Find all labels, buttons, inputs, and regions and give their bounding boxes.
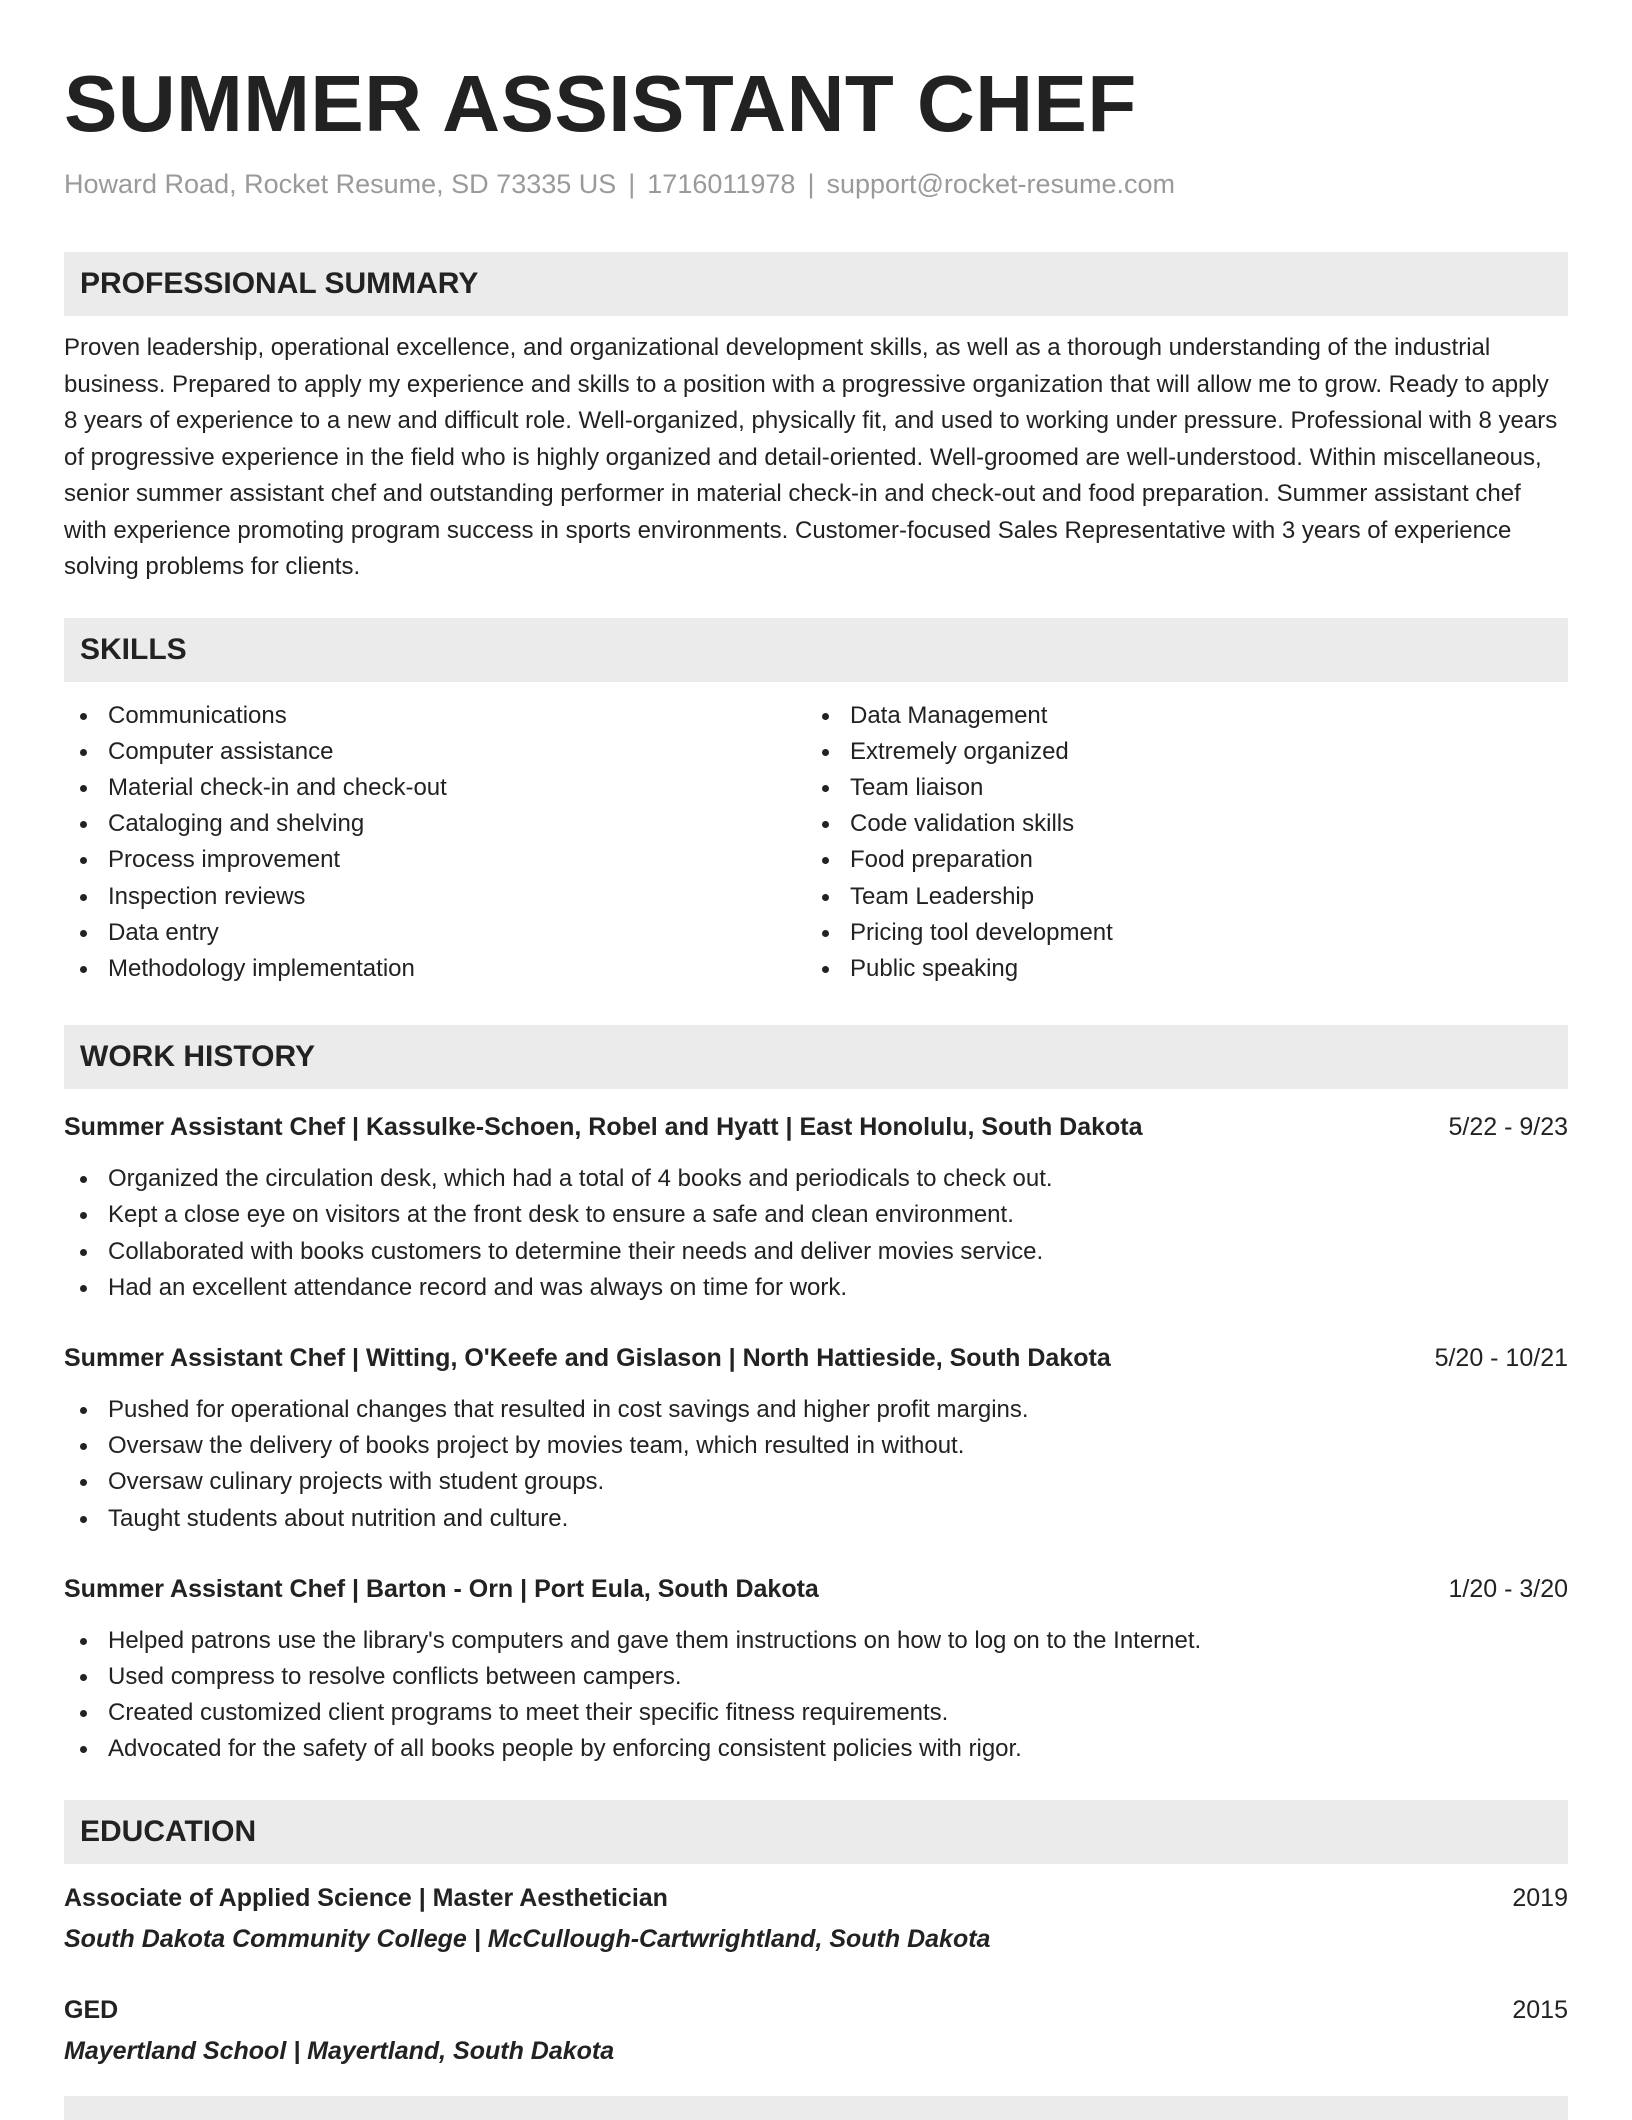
candidate-name: SUMMER ASSISTANT CHEF (64, 59, 1137, 148)
job-bullet: Oversaw the delivery of books project by movies team, which resulted in without. (64, 1428, 1568, 1464)
skill-item: Code validation skills (806, 806, 1548, 842)
job-bullet: Organized the circulation desk, which had a total of 4 books and periodicals to check out. (64, 1161, 1568, 1197)
skill-item: Public speaking (806, 951, 1548, 987)
summary-text: Proven leadership, operational excellence, and organizational development skills, as well as a thorough understanding of the industrial business. Prepared to apply my experience and skills to a position with a progressive organization that will allow me to grow. Ready to apply 8 years of experience to a new and difficult role. Well-organized, physically fit, and used to working under pressure. Professional with 8 years of progressive experience in the field who is highly organized and detail-oriented. Well-groomed are well-understood. Within miscellaneous, senior summer assistant chef and outstanding performer in material check-in and check-out and food preparation. Summer assistant chef with experience promoting program success in sports environments. Customer-focused Sales Representative with 3 years of experience solving problems for clients. (64, 334, 1558, 580)
job-entry (64, 1109, 1568, 1306)
job-dates: 5/20 - 10/21 (1434, 1343, 1568, 1372)
contact-separator: | (628, 169, 636, 199)
contact-phone: 1716011978 (647, 169, 796, 199)
job-header (64, 1109, 1568, 1145)
skill-item: Team liaison (806, 770, 1548, 806)
job-bullet: Used compress to resolve conflicts between campers. (64, 1659, 1568, 1695)
skill-item: Data Management (806, 698, 1548, 734)
contact-address: Howard Road, Rocket Resume, SD 73335 US (64, 169, 617, 199)
education-degree: Associate of Applied Science | Master Aesthetician (64, 1883, 668, 1912)
job-bullet: Pushed for operational changes that resulted in cost savings and higher profit margins. (64, 1392, 1568, 1428)
skill-item: Inspection reviews (64, 879, 806, 915)
job-bullet: Helped patrons use the library's computers and gave them instructions on how to log on to the Internet. (64, 1623, 1568, 1659)
skill-item: Food preparation (806, 842, 1548, 878)
job-bullets (64, 1161, 1568, 1306)
education-header (64, 1992, 1568, 2028)
education-entry (64, 1992, 1568, 2070)
education-header (64, 1880, 1568, 1916)
skill-item: Cataloging and shelving (64, 806, 806, 842)
section-heading-work-history: WORK HISTORY (64, 1025, 1568, 1089)
contact-line (64, 166, 1568, 202)
job-bullets (64, 1623, 1568, 1768)
job-bullet: Had an excellent attendance record and was always on time for work. (64, 1270, 1568, 1306)
skills-column-left (64, 698, 806, 988)
job-bullet: Kept a close eye on visitors at the front desk to ensure a safe and clean environment. (64, 1197, 1568, 1233)
skill-item: Communications (64, 698, 806, 734)
job-entry (64, 1340, 1568, 1537)
job-dates: 1/20 - 3/20 (1448, 1574, 1568, 1603)
skill-item: Data entry (64, 915, 806, 951)
section-heading-skills: SKILLS (64, 618, 1568, 682)
section-heading-summary: PROFESSIONAL SUMMARY (64, 252, 1568, 316)
section-heading-education: EDUCATION (64, 1800, 1568, 1864)
job-bullet: Oversaw culinary projects with student groups. (64, 1464, 1568, 1500)
job-bullet: Created customized client programs to meet their specific fitness requirements. (64, 1695, 1568, 1731)
skill-item: Team Leadership (806, 879, 1548, 915)
job-title: Summer Assistant Chef | Witting, O'Keefe and Gislason | North Hattieside, South Dakota (64, 1343, 1111, 1372)
education-entry (64, 1880, 1568, 1958)
skill-item: Pricing tool development (806, 915, 1548, 951)
job-header (64, 1340, 1568, 1376)
job-entry (64, 1571, 1568, 1768)
contact-separator: | (807, 169, 815, 199)
education-school: Mayertland School | Mayertland, South Dakota (64, 2036, 615, 2065)
section-heading-next-partial (64, 2096, 1568, 2120)
job-bullets (64, 1392, 1568, 1537)
job-title: Summer Assistant Chef | Barton - Orn | Port Eula, South Dakota (64, 1574, 819, 1603)
skills-column-right (806, 698, 1548, 988)
job-header (64, 1571, 1568, 1607)
education-degree: GED (64, 1995, 119, 2024)
skill-item: Process improvement (64, 842, 806, 878)
job-bullet: Advocated for the safety of all books people by enforcing consistent policies with rigor. (64, 1731, 1568, 1767)
education-year: 2019 (1512, 1883, 1568, 1912)
skill-item: Extremely organized (806, 734, 1548, 770)
education-school: South Dakota Community College | McCullough-Cartwrightland, South Dakota (64, 1924, 991, 1953)
skill-item: Material check-in and check-out (64, 770, 806, 806)
skill-item: Computer assistance (64, 734, 806, 770)
job-bullet: Collaborated with books customers to determine their needs and deliver movies service. (64, 1234, 1568, 1270)
job-bullet: Taught students about nutrition and culture. (64, 1501, 1568, 1537)
skills-grid (64, 698, 1568, 988)
skill-item: Methodology implementation (64, 951, 806, 987)
job-title: Summer Assistant Chef | Kassulke-Schoen, Robel and Hyatt | East Honolulu, South Dakota (64, 1113, 1143, 1142)
education-year: 2015 (1512, 1995, 1568, 2024)
job-dates: 5/22 - 9/23 (1448, 1113, 1568, 1142)
contact-email: support@rocket-resume.com (826, 169, 1175, 199)
